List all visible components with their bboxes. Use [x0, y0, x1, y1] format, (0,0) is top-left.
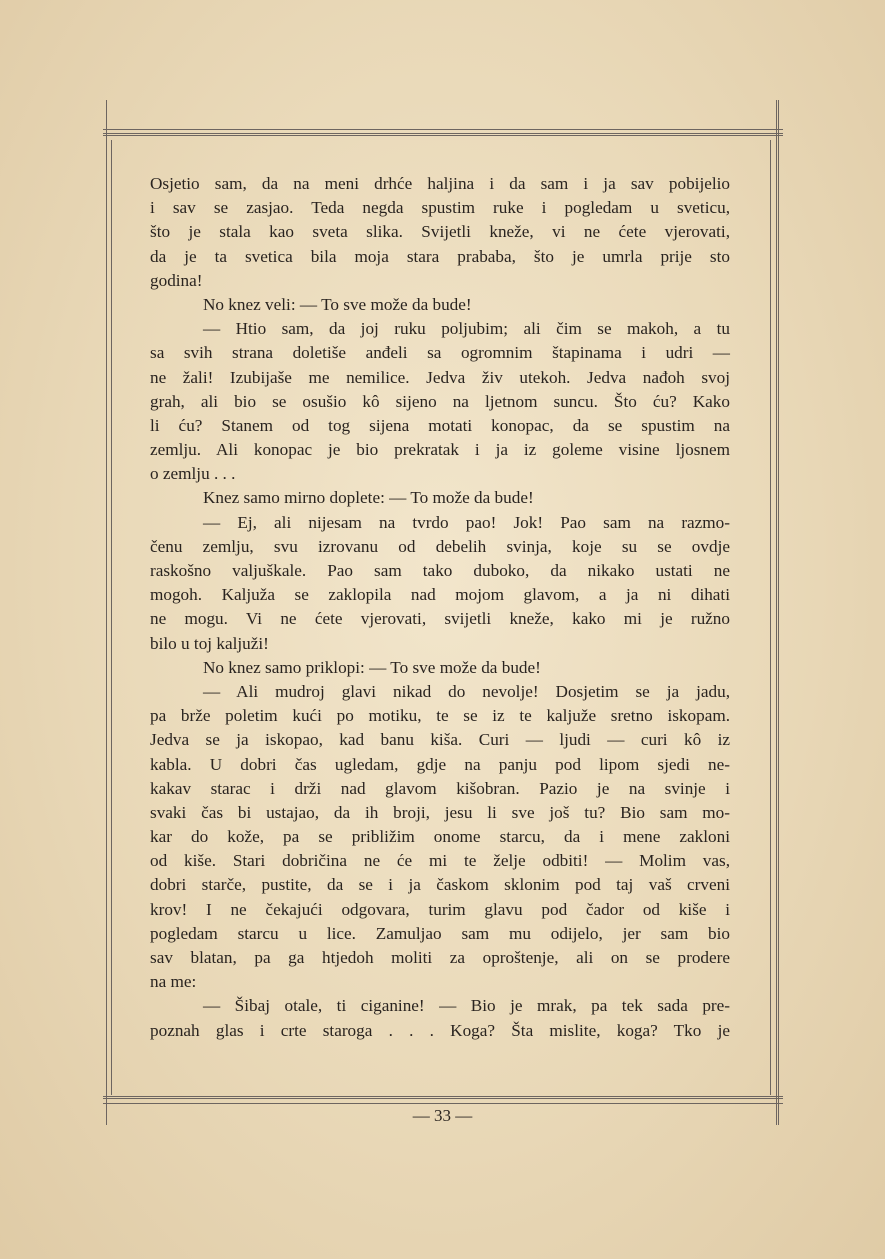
text-line: — Ali mudroj glavi nikad do nevolje! Dosjetim se ja jadu, [203, 681, 730, 701]
text-line: sa svih strana doletiše anđeli sa ogromnim štapinama i udri — [150, 343, 730, 363]
text-line: kakav starac i drži nad glavom kišobran. Pazio je na svinje i [150, 778, 730, 798]
text-line: da je ta svetica bila moja stara prababa, što je umrla prije sto [150, 246, 730, 266]
text-line: čenu zemlju, svu izrovanu od debelih svinja, koje su se ovdje [150, 536, 730, 556]
text-line: li ću? Stanem od tog sijena motati konopac, da se spustim na [150, 415, 730, 435]
text-line: Osjetio sam, da na meni drhće haljina i da sam i ja sav pobijelio [150, 174, 730, 193]
text-line: pogledam starcu u lice. Zamuljao sam mu odijelo, jer sam bio [150, 923, 730, 943]
text-line: mogoh. Kaljuža se zaklopila nad mojom glavom, a ja ni dihati [150, 585, 730, 605]
text-line: krov! I ne čekajući odgovara, turim glavu pod čador od kiše i [150, 899, 730, 919]
text-line: ne žali! Izubijaše me nemilice. Jedva živ utekoh. Jedva nađoh svoj [150, 367, 730, 387]
text-line: od kiše. Stari dobričina ne će mi te želje odbiti! — Molim vas, [150, 851, 730, 871]
frame-left-inner-rule [111, 140, 112, 1095]
text-line: No knez samo priklopi: — To sve može da bude! [203, 657, 541, 677]
text-line: zemlju. Ali konopac je bio prekratak i ja iz goleme visine ljosnem [150, 440, 730, 460]
frame-bottom-double-rule [103, 1096, 783, 1099]
text-line: Jedva se ja iskopao, kad banu kiša. Curi — ljudi — curi kô iz [150, 730, 730, 750]
frame-right-double-rule [776, 100, 779, 1125]
text-line: grah, ali bio se osušio kô sijeno na ljetnom suncu. Što ću? Kako [150, 391, 730, 411]
text-line: o zemlju . . . [150, 464, 236, 484]
frame-top-double-rule [103, 133, 783, 136]
text-line: ne mogu. Vi ne ćete vjerovati, svijetli kneže, kako mi je ružno [150, 609, 730, 629]
text-line: što je stala kao sveta slika. Svijetli kneže, vi ne ćete vjerovati, [150, 222, 730, 242]
text-line: Knez samo mirno doplete: — To može da bude! [203, 488, 534, 508]
text-line: dobri starče, pustite, da se i ja časkom sklonim pod taj vaš crveni [150, 875, 730, 895]
text-line: godina! [150, 270, 203, 290]
text-line: — Šibaj otale, ti ciganine! — Bio je mrak, pa tek sada pre- [203, 996, 730, 1016]
frame-left-rule [106, 100, 107, 1125]
text-line: raskošno valjuškale. Pao sam tako duboko, da nikako ustati ne [150, 561, 730, 580]
text-line: bilo u toj kaljuži! [150, 633, 269, 653]
text-line: na me: [150, 972, 197, 992]
text-line: kar do kože, pa se približim onome starcu, da i mene zakloni [150, 827, 730, 847]
text-line: — Ej, ali nijesam na tvrdo pao! Jok! Pao sam na razmo- [203, 512, 730, 532]
page-number: — 33 — [412, 1106, 473, 1125]
frame-bottom-rule [103, 1103, 783, 1104]
body-text [150, 172, 730, 1043]
text-line: sav blatan, pa ga htjedoh moliti za oproštenje, ali on se prodere [150, 948, 730, 967]
text-line: poznah glas i crte staroga . . . Koga? Šta mislite, koga? Tko je [150, 1020, 730, 1040]
text-line: svaki čas bi ustajao, da ih broji, jesu li sve još tu? Bio sam mo- [150, 802, 730, 822]
frame-right-inner-rule [770, 140, 771, 1095]
text-line: kabla. U dobri čas ugledam, gdje na panju pod lipom sjedi ne- [150, 754, 730, 774]
frame-top-rule [103, 129, 783, 130]
text-line: No knez veli: — To sve može da bude! [203, 294, 472, 314]
text-line: i sav se zasjao. Teda negda spustim ruke i pogledam u sveticu, [150, 198, 730, 218]
text-line: — Htio sam, da joj ruku poljubim; ali čim se makoh, a tu [203, 319, 730, 339]
text-line: pa brže poletim kući po motiku, te se iz te kaljuže sretno iskopam. [150, 706, 730, 726]
